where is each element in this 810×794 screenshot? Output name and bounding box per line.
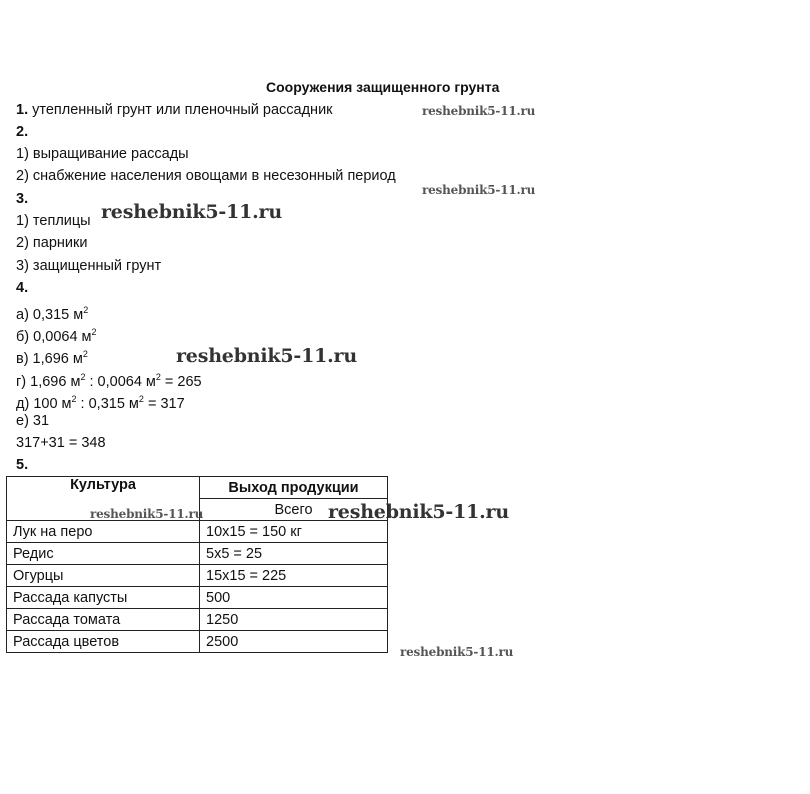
table-row: [7, 565, 388, 587]
answer-3-item: 2) парники: [16, 235, 88, 251]
answer-4-g: г) 1,696 $м^2$ : 0,0064 $м^2 = 265$: [16, 372, 202, 390]
answer-3-item: 3) защищенный грунт: [16, 258, 162, 274]
answer-5-number: 5.: [16, 457, 29, 473]
answer-2-number: 2.: [16, 124, 29, 140]
table-row: [7, 609, 388, 631]
table-row: [7, 631, 388, 653]
table-cell-crop: Редис: [7, 543, 200, 565]
table-cell-crop: Лук на перо: [7, 521, 200, 543]
table-header-output: Выход продукции: [200, 477, 388, 499]
table-row: [7, 521, 388, 543]
answer-2-item: 1) выращивание рассады: [16, 146, 189, 162]
answer-4-d: д) 100 $м^2$ : 0,315 $м^2 = 317$: [16, 394, 185, 412]
table-cell-total: 2500: [200, 631, 388, 653]
page-title: Сооружения защищенного грунта: [266, 79, 500, 95]
watermark: reshebnik5-11.ru: [422, 183, 536, 197]
table-cell-total: 15х15 = 225: [200, 565, 388, 587]
table-cell-total: 5х5 = 25: [200, 543, 388, 565]
watermark: reshebnik5-11.ru: [328, 501, 509, 523]
answer-3-number: 3.: [16, 191, 29, 207]
answer-4-number: 4.: [16, 280, 29, 296]
table-cell-total: 10х15 = 150 кг: [200, 521, 388, 543]
watermark: reshebnik5-11.ru: [90, 507, 204, 521]
table-cell-crop: Рассада цветов: [7, 631, 200, 653]
answer-1: [16, 101, 333, 119]
answer-4-b: б) 0,0064 $м^2$: [16, 327, 97, 345]
answer-1-number: 1.: [16, 102, 29, 118]
answer-1-text: утепленный грунт или пленочный рассадник: [28, 102, 333, 118]
watermark: reshebnik5-11.ru: [176, 345, 357, 367]
answer-4-a: а) 0,315 $м^2$: [16, 305, 89, 323]
table-cell-crop: Огурцы: [7, 565, 200, 587]
table-header-total: Всего: [200, 499, 388, 521]
answer-2-item: 2) снабжение населения овощами в несезонный период: [16, 168, 396, 184]
table-header-row: [7, 477, 388, 499]
table-row: [7, 543, 388, 565]
table-cell-crop: Рассада капусты: [7, 587, 200, 609]
answer-4-v: в) 1,696 $м^2$: [16, 349, 88, 367]
watermark: reshebnik5-11.ru: [422, 104, 536, 118]
answer-3-item: 1) теплицы: [16, 213, 91, 229]
table-row: [7, 587, 388, 609]
table-cell-total: 1250: [200, 609, 388, 631]
answer-4-e: е) 31: [16, 413, 50, 429]
answer-4-sum: 317+31 = 348: [16, 435, 106, 451]
table-header-crop: Культура: [7, 477, 200, 521]
table-cell-total: 500: [200, 587, 388, 609]
table-cell-crop: Рассада томата: [7, 609, 200, 631]
watermark: reshebnik5-11.ru: [400, 645, 514, 659]
watermark: reshebnik5-11.ru: [101, 201, 282, 223]
